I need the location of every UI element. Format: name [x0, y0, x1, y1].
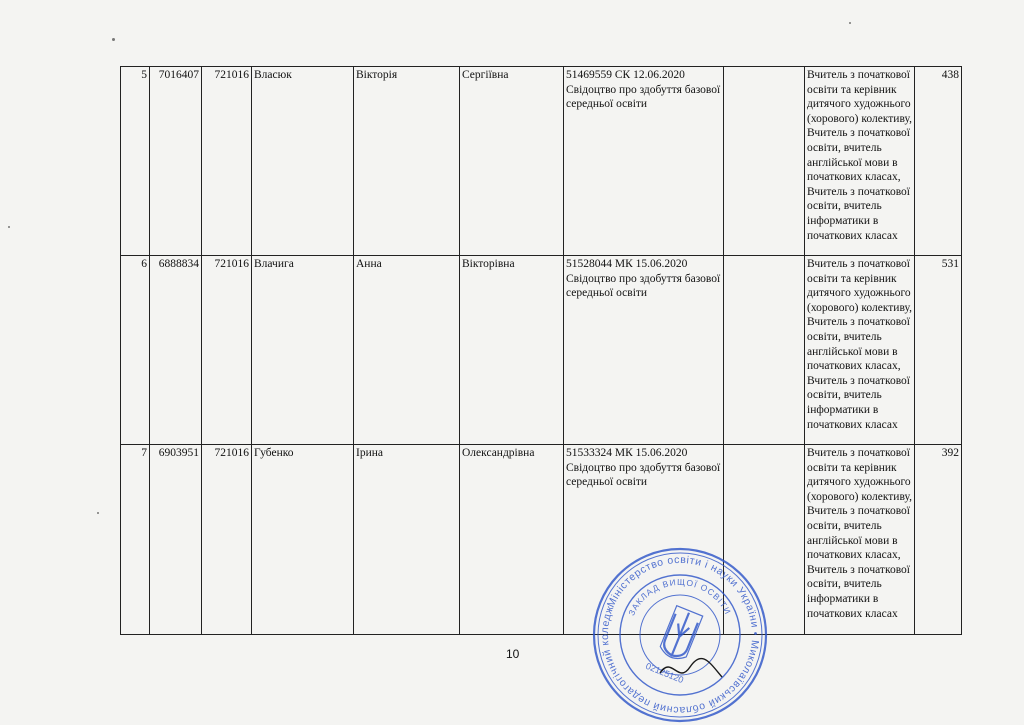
surname-cell: Губенко — [252, 445, 354, 635]
trident-emblem-icon — [658, 606, 703, 663]
program-code: 721016 — [202, 256, 252, 445]
name-cell: Вікторія — [354, 67, 460, 256]
specialty-cell: Вчитель з початкової освіти та керівник дитячого художнього (хорового) колективу, Вчитель з початкової освіти, вчитель англійської мови в початкових класах, Вчитель з початкової освіти, вчитель інформатики в початкових класах — [805, 256, 915, 445]
name-cell: Анна — [354, 256, 460, 445]
stamp-outer-text: Міністерство освіти і науки України • Миколаївський обласний педагогічний коледж — [598, 553, 762, 717]
name-cell: Ірина — [354, 445, 460, 635]
scan-speck — [849, 22, 851, 24]
scan-speck — [8, 226, 10, 228]
patronymic-cell: Олександрівна — [460, 445, 564, 635]
patronymic-cell: Вікторівна — [460, 256, 564, 445]
surname-cell: Влачига — [252, 256, 354, 445]
stamp-inner-text: ЗАКЛАД ВИЩОЇ ОСВІТИ — [626, 576, 734, 618]
document-type: Свідоцтво про здобуття базової середньої освіти — [566, 83, 721, 111]
specialty-cell: Вчитель з початкової освіти та керівник дитячого художнього (хорового) колективу, Вчитель з початкової освіти, вчитель англійської мови в початкових класах, Вчитель з початкової освіти, вчитель інформатики в початкових класах — [805, 445, 915, 635]
table-row — [121, 256, 962, 445]
row-number: 6 — [121, 256, 150, 445]
document-number: 51528044 МК 15.06.2020 — [566, 258, 688, 270]
program-code: 721016 — [202, 445, 252, 635]
scan-speck — [97, 512, 99, 514]
row-number: 5 — [121, 67, 150, 256]
program-code: 721016 — [202, 67, 252, 256]
scan-speck — [112, 38, 115, 41]
specialty-cell: Вчитель з початкової освіти та керівник дитячого художнього (хорового) колективу, Вчитель з початкової освіти, вчитель англійської мови в початкових класах, Вчитель з початкової освіти, вчитель інформатики в початкових класах — [805, 67, 915, 256]
applicant-id: 7016407 — [150, 67, 202, 256]
applicant-id: 6903951 — [150, 445, 202, 635]
document-cell — [564, 256, 724, 445]
document-number: 51533324 МК 15.06.2020 — [566, 447, 688, 459]
score-cell: 438 — [915, 67, 962, 256]
document-type: Свідоцтво про здобуття базової середньої освіти — [566, 272, 721, 300]
surname-cell: Власюк — [252, 67, 354, 256]
table-row — [121, 67, 962, 256]
applicant-id: 6888834 — [150, 256, 202, 445]
table-row — [121, 445, 962, 635]
stamp-code: 02125120 — [644, 660, 686, 686]
official-stamp — [590, 545, 770, 725]
patronymic-cell: Сергіївна — [460, 67, 564, 256]
extra-cell — [724, 67, 805, 256]
document-cell — [564, 67, 724, 256]
score-cell: 531 — [915, 256, 962, 445]
page-number: 10 — [506, 647, 520, 661]
extra-cell — [724, 256, 805, 445]
document-number: 51469559 СК 12.06.2020 — [566, 69, 685, 81]
applicants-table — [120, 66, 962, 635]
score-cell: 392 — [915, 445, 962, 635]
document-type: Свідоцтво про здобуття базової середньої освіти — [566, 461, 721, 489]
row-number: 7 — [121, 445, 150, 635]
